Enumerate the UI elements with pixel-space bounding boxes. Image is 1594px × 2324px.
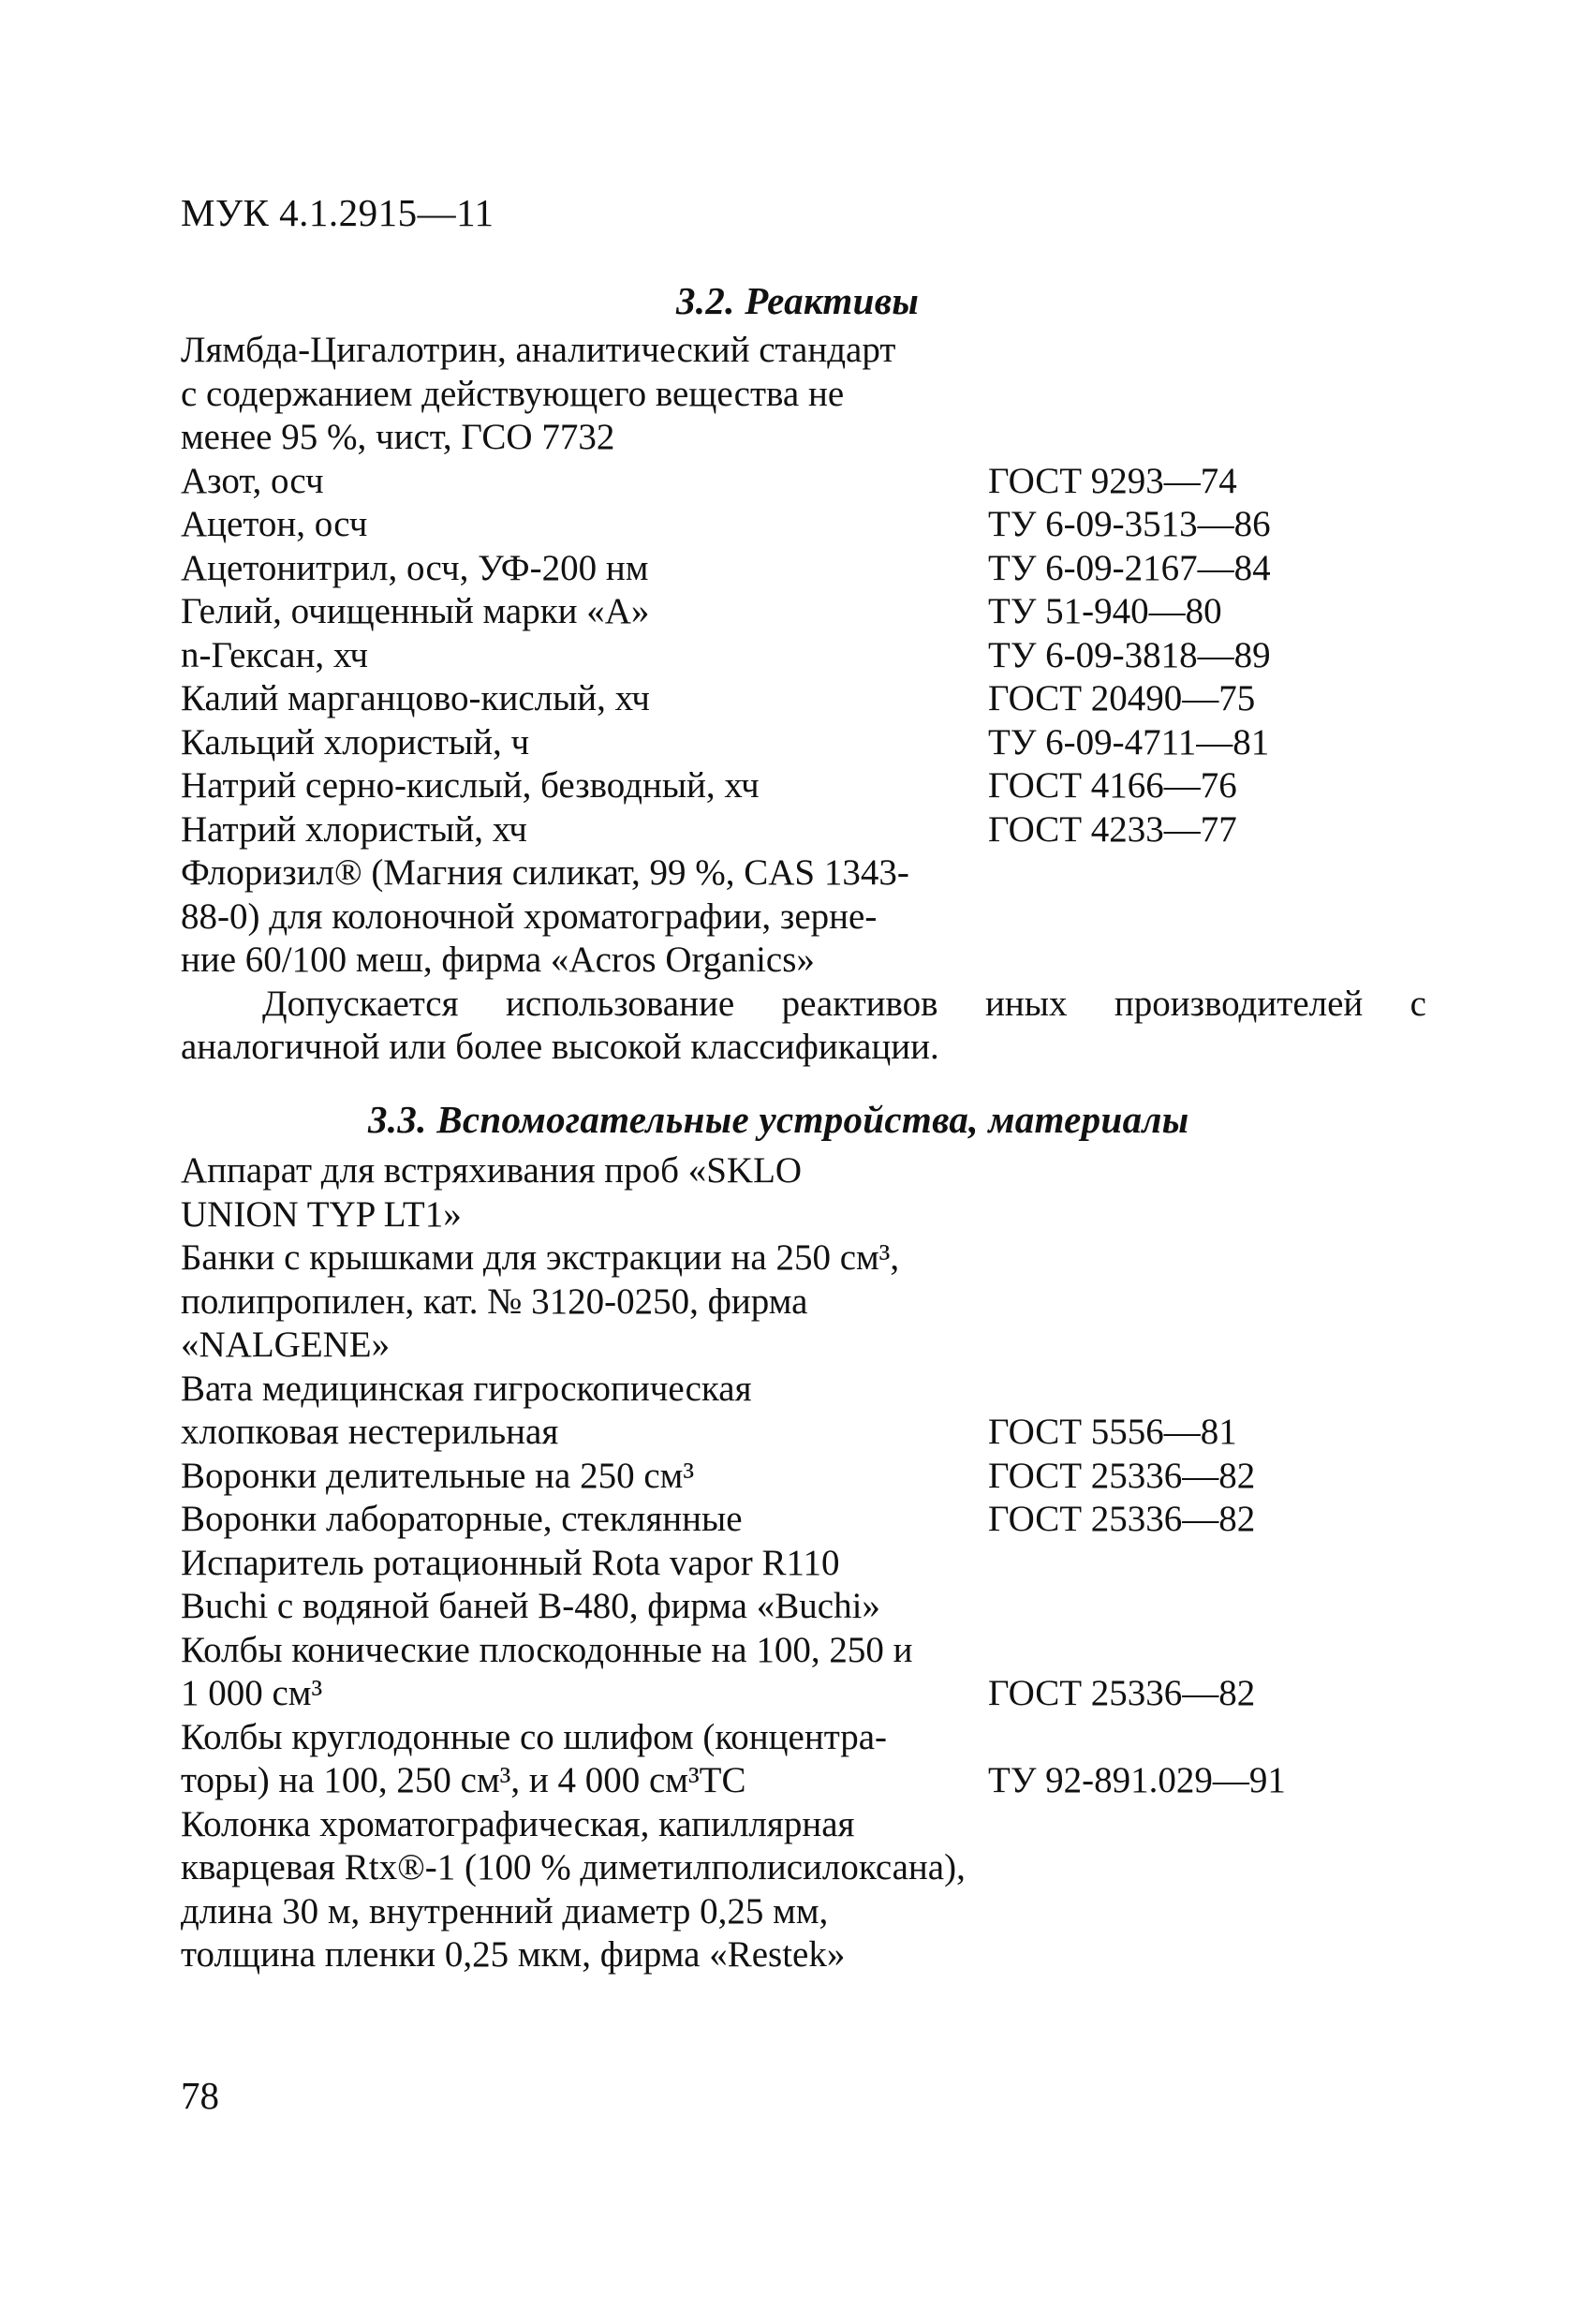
item-name: Воронки делительные на 250 см³ [181, 1455, 695, 1496]
list-item [181, 1455, 1426, 1499]
item-name: Калий марганцово-кислый, хч [181, 678, 650, 718]
section-title-devices: 3.3. Вспомогательные устройства, материалы [368, 1098, 1189, 1141]
page-number: 78 [181, 2074, 219, 2117]
list-item [181, 1236, 1426, 1368]
item-name: Банки с крышками для экстракции на 250 см³, полипропилен, кат. № 3120-0250, фирма «NALGENE» [181, 1237, 900, 1365]
list-item [181, 764, 1426, 808]
item-name: Испаритель ротационный Rota vapor R110 Buchi с водяной баней B-480, фирма «Buchi» [181, 1542, 880, 1626]
item-name: Гелий, очищенный марки «А» [181, 591, 650, 631]
item-name: Воронки лабораторные, стеклянные [181, 1499, 743, 1539]
item-name: Аппарат для встряхивания проб «SKLO UNION TYP LT1» [181, 1150, 803, 1235]
item-standard: ГОСТ 25336—82 [988, 1499, 1256, 1539]
reagents-list [181, 329, 1426, 983]
list-item [181, 634, 1426, 678]
item-standard: ТУ 6-09-3818—89 [988, 634, 1271, 675]
item-name: Азот, осч [181, 460, 324, 501]
list-item [181, 1149, 1426, 1236]
item-name: Лямбда-Цигалотрин, аналитический стандарт с содержанием действующего вещества не менее 95 %, чист, ГСО 7732 [181, 330, 896, 457]
list-item [181, 1498, 1426, 1542]
list-item [181, 460, 1426, 504]
item-name: Ацетон, осч [181, 504, 368, 544]
reagents-note: Допускается использование реактивов иных производителей с аналогичной или более высокой классификации. [181, 983, 1426, 1067]
list-item [181, 547, 1426, 591]
item-standard: ТУ 6-09-3513—86 [988, 504, 1271, 544]
section-reagents [181, 278, 1426, 1070]
list-item [181, 808, 1426, 852]
item-standard: ГОСТ 25336—82 [988, 1673, 1256, 1713]
item-standard: ГОСТ 9293—74 [988, 460, 1237, 501]
document-code: МУК 4.1.2915—11 [181, 191, 494, 234]
item-standard: ГОСТ 5556—81 [988, 1412, 1237, 1452]
section-title-reagents: 3.2. Реактивы [676, 279, 920, 322]
devices-list [181, 1149, 1426, 1977]
item-name: Колбы круглодонные со шлифом (концентра- торы) на 100, 250 см³, и 4 000 см³ТС [181, 1716, 888, 1800]
list-item [181, 677, 1426, 721]
item-standard: ГОСТ 4166—76 [988, 765, 1237, 806]
item-standard: ГОСТ 25336—82 [988, 1455, 1256, 1496]
item-name: Натрий хлористый, хч [181, 808, 527, 850]
item-name: Флоризил® (Магния силикат, 99 %, CAS 1343- 88-0) для колоночной хроматографии, зерне- ние 60/100 меш, фирма «Acros Organics» [181, 852, 909, 980]
item-standard: ТУ 6-09-2167—84 [988, 547, 1271, 588]
list-item [181, 1716, 1426, 1803]
item-name: Вата медицинская гигроскопическая хлопковая нестерильная [181, 1368, 752, 1452]
item-name: Натрий серно-кислый, безводный, хч [181, 765, 760, 806]
list-item [181, 851, 1426, 983]
list-item [181, 1542, 1426, 1629]
item-standard: ТУ 6-09-4711—81 [988, 721, 1270, 762]
list-item [181, 1368, 1426, 1455]
list-item [181, 1629, 1426, 1716]
item-standard: ГОСТ 20490—75 [988, 678, 1256, 718]
item-name: Кальций хлористый, ч [181, 721, 530, 762]
item-standard: ТУ 51-940—80 [988, 591, 1222, 631]
item-name: n-Гексан, хч [181, 634, 368, 675]
item-name: Колбы конические плоскодонные на 100, 250 и 1 000 см³ [181, 1629, 913, 1713]
list-item [181, 1803, 1426, 1977]
item-standard: ТУ 92-891.029—91 [988, 1760, 1286, 1800]
list-item [181, 721, 1426, 765]
list-item [181, 503, 1426, 547]
list-item [181, 590, 1426, 634]
item-name: Колонка хроматографическая, капиллярная кварцевая Rtx®-1 (100 % диметилполисилоксана), длина 30 м, внутренний диаметр 0,25 мм, толщина пленки 0,25 мкм, фирма «Restek» [181, 1803, 966, 1975]
item-name: Ацетонитрил, осч, УФ-200 нм [181, 547, 649, 588]
section-devices [181, 1097, 1426, 1977]
item-standard: ГОСТ 4233—77 [988, 808, 1237, 850]
list-item [181, 329, 1426, 460]
